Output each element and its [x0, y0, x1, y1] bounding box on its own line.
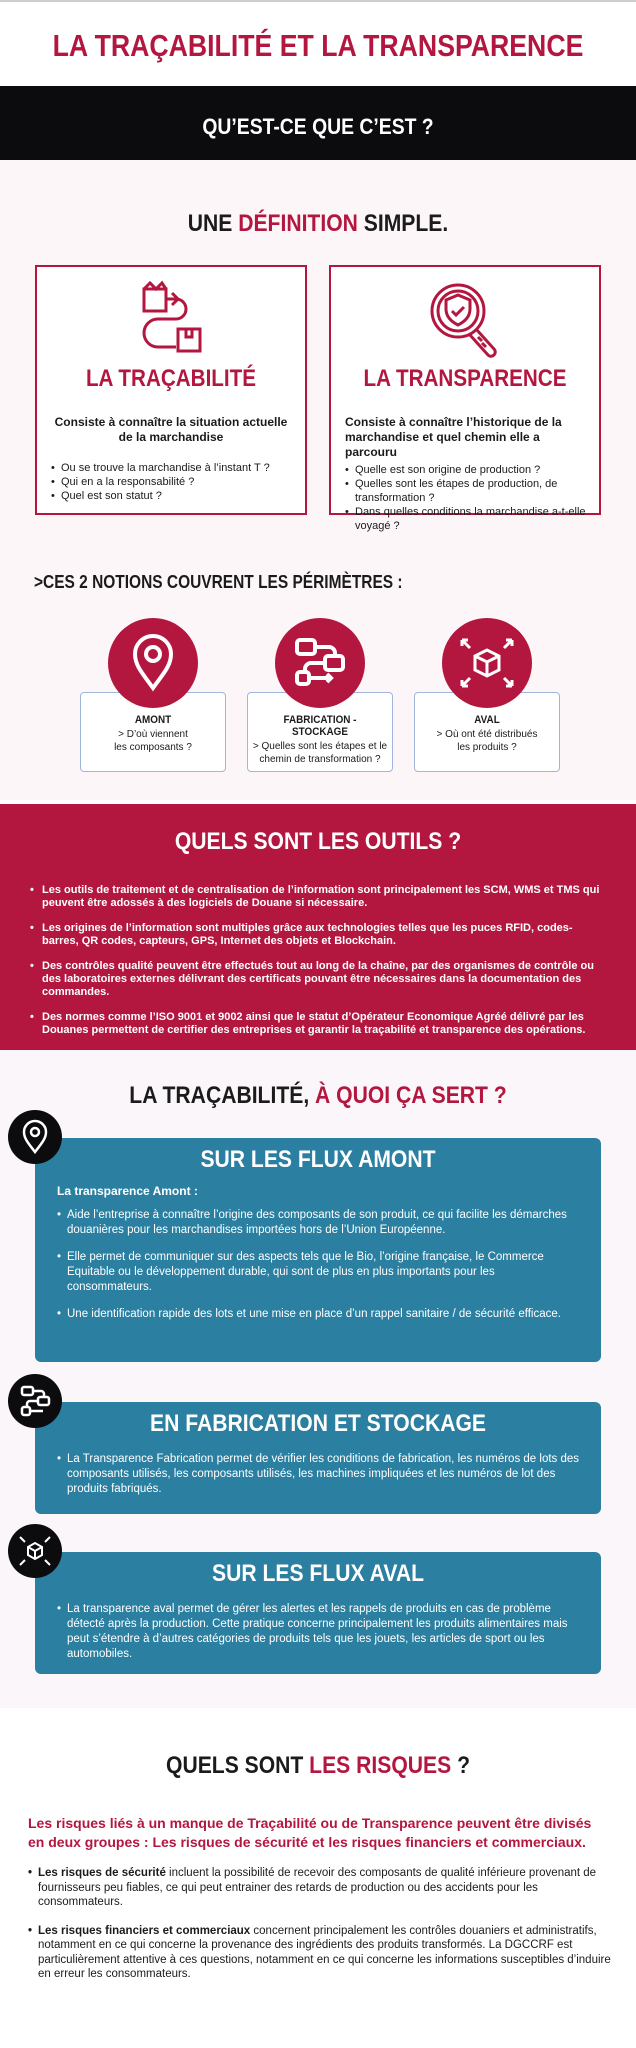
- list-item: • Dans quelles conditions la marchandise a-t-elle voyagé ?: [345, 505, 589, 533]
- risques-highlight: LES RISQUES: [309, 1752, 452, 1779]
- list-item: • La transparence aval permet de gérer les alertes et les rappels de produits en cas de problème détecté après la production. Cette pratique concerne principalement les produits alimentaires mais peut s’étendre à d’autres catégories de produits tels que les jouets, les articles de sport ou les automobiles.: [57, 1602, 581, 1662]
- risques-post: ?: [451, 1752, 470, 1779]
- list-item: • Les origines de l’information sont multiples grâce aux technologies telles que les puces RFID, codes-barres, QR codes, capteurs, GPS, Internet des objets et Blockchain.: [30, 922, 608, 948]
- risques-title: [38, 1752, 598, 1780]
- card-subtitle: Consiste à connaître l’historique de la marchandise et quel chemin elle a parcouru: [345, 415, 562, 459]
- card-tracabilite: [35, 265, 307, 515]
- workflow-icon: [275, 618, 365, 708]
- list-item: • Elle permet de communiquer sur des aspects tels que le Bio, l’origine française, le Commerce Equitable ou le développement durable, qui sont de plus en plus importants pour les consommateurs.: [57, 1250, 581, 1295]
- list-item: • Des contrôles qualité peuvent être effectués tout au long de la chaîne, par des organismes de contrôle ou des laboratoires externes délivrant des certificats pouvant être nécessaires dans la documentation des commandes.: [30, 960, 608, 999]
- risques-list: [28, 1866, 612, 1996]
- outils-list: [30, 884, 608, 1049]
- flux-aval-title: SUR LES FLUX AVAL: [212, 1560, 424, 1587]
- location-pin-icon: [108, 618, 198, 708]
- shield-magnifier-icon: [331, 277, 599, 366]
- notion-desc: > D’où viennent les composants ?: [114, 729, 192, 753]
- notion-heading: AVAL: [474, 714, 500, 726]
- flux-amont-lead: La transparence Amont :: [57, 1184, 198, 1198]
- list-item: • Les outils de traitement et de centralisation de l’information sont principalement les SCM, WMS et TMS qui peuvent être adossés à des logiciels de Douane si nécessaire.: [30, 884, 608, 910]
- notion-desc: > Quelles sont les étapes et le chemin de transformation ?: [252, 741, 388, 765]
- list-item: • La Transparence Fabrication permet de vérifier les conditions de fabrication, les numéros de lots des composants utilisés, les composants utilisés, les machines impliquées et les numéros de lot des produits fabriqués.: [57, 1452, 581, 1497]
- card-title: LA TRAÇABILITÉ: [85, 365, 257, 392]
- list-item: • Quel est son statut ?: [51, 489, 295, 503]
- definition-post: SIMPLE.: [357, 210, 449, 237]
- list-item: • Des normes comme l’ISO 9001 et 9002 ainsi que le statut d’Opérateur Economique Agréé délivré par les Douanes permettent de certifier des entreprises et garantir la traçabilité et transparence des opérations.: [30, 1011, 608, 1037]
- card-transparence: [329, 265, 601, 532]
- definition-title: [38, 210, 598, 238]
- page-title: LA TRAÇABILITÉ ET LA TRANSPARENCE: [52, 28, 584, 63]
- box-distribution-icon: [442, 618, 532, 708]
- outils-title: QUELS SONT LES OUTILS ?: [174, 828, 462, 855]
- location-pin-icon: [8, 1110, 62, 1164]
- list-item: • Les risques de sécurité incluent la possibilité de recevoir des composants de qualité inférieure provenant de fournisseurs peu fiables, ce qui peut entrainer des retards de production ou des accidents pour les consommateurs.: [28, 1866, 612, 1910]
- risques-intro: Les risques liés à un manque de Traçabilité ou de Transparence peuvent être divisés en deux groupes : Les risques de sécurité et les risques financiers et commerciaux.: [28, 1815, 592, 1850]
- notion-heading: AMONT: [134, 714, 172, 726]
- top-border: [0, 0, 636, 2]
- definition-highlight: DÉFINITION: [238, 210, 358, 237]
- card-bullets: [51, 461, 295, 503]
- notions-title: >CES 2 NOTIONS COUVRENT LES PÉRIMÈTRES :: [34, 572, 403, 592]
- fabrication-list: [57, 1452, 581, 1497]
- flux-amont-title: SUR LES FLUX AMONT: [200, 1146, 436, 1173]
- package-route-icon: [37, 277, 305, 366]
- box-distribution-icon: [8, 1524, 62, 1578]
- flux-amont-list: [57, 1208, 581, 1322]
- workflow-icon: [8, 1374, 62, 1428]
- notion-desc: > Où ont été distribués les produits ?: [436, 729, 538, 753]
- card-bullets: [345, 463, 589, 533]
- list-item: • Quelles sont les étapes de production, de transformation ?: [345, 477, 589, 505]
- fabrication-title: EN FABRICATION ET STOCKAGE: [150, 1410, 486, 1437]
- list-item: • Quelle est son origine de production ?: [345, 463, 589, 477]
- sert-highlight: À QUOI ÇA SERT ?: [315, 1082, 507, 1109]
- card-title: LA TRANSPARENCE: [363, 365, 567, 392]
- flux-aval-box: [35, 1552, 601, 1674]
- list-item: • Une identification rapide des lots et une mise en place d’un rappel sanitaire / de sécurité efficace.: [57, 1307, 581, 1322]
- sert-pre: LA TRAÇABILITÉ,: [129, 1082, 316, 1109]
- list-item: • Ou se trouve la marchandise à l’instant T ?: [51, 461, 295, 475]
- definition-pre: UNE: [187, 210, 239, 237]
- band-title: QU’EST-CE QUE C’EST ?: [202, 114, 434, 139]
- list-item: • Qui en a la responsabilité ?: [51, 475, 295, 489]
- notion-heading: FABRICATION - STOCKAGE: [283, 714, 357, 738]
- list-item: • Aide l’entreprise à connaître l’origine des composants de son produit, ce qui facilite les démarches douanières pour les marchandises importées hors de l’Union Européenne.: [57, 1208, 581, 1238]
- flux-aval-list: [57, 1602, 581, 1662]
- flux-amont-box: [35, 1138, 601, 1362]
- sert-title: [38, 1082, 598, 1110]
- risques-pre: QUELS SONT: [166, 1752, 310, 1779]
- card-subtitle: Consiste à connaître la situation actuelle de la marchandise: [54, 415, 288, 444]
- list-item: • Les risques financiers et commerciaux concernent principalement les contrôles douaniers et administratifs, notamment en ce qui concerne la provenance des ingrédients des produits transformés. La DGCCRF est particulièrement attentive à ces questions, notamment en ce qui concerne les informations susceptibles d’induire en erreur les consommateurs.: [28, 1924, 612, 1982]
- outils-section: [0, 804, 636, 1050]
- fabrication-box: [35, 1402, 601, 1514]
